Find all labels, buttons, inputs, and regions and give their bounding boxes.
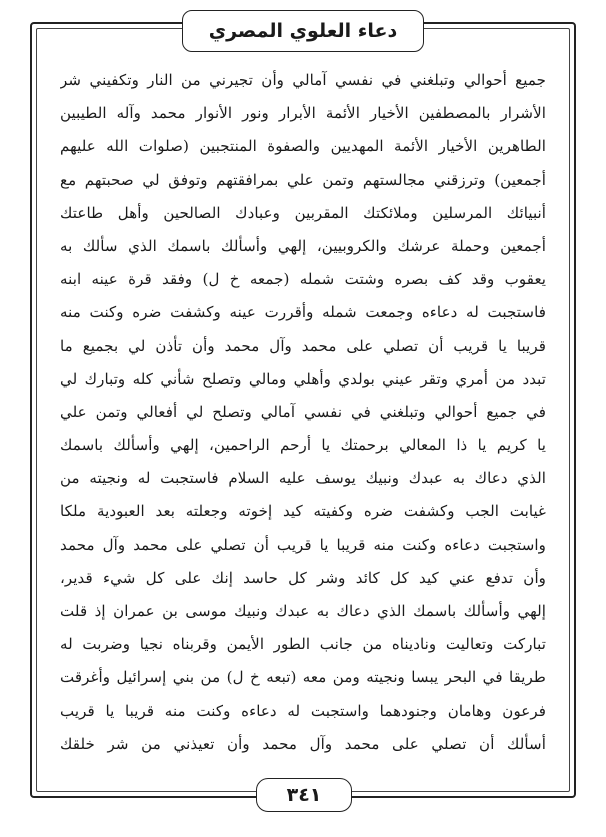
text-line: تبدد من أمري وتقر عيني بولدي وأهلي ومالي وتصلح شأني كله وتبارك لي [60, 369, 546, 388]
text-line: فاستجبت له دعاءه وجمعت شمله وأقررت عينه وكشفت ضره وكنت منه [60, 303, 546, 322]
text-line: تباركت وتعاليت وناديناه من جانب الطور الأيمن وقربناه نجيا وضربت له [60, 635, 546, 654]
page-title: دعاء العلوي المصري [208, 20, 398, 42]
text-line: في جميع أحوالي وتبلغني في نفسي آمالي وتصلح لي أفعالي وتمن علي [60, 402, 546, 421]
text-line: غيابت الجب وكشفت ضره وكفيته كيد إخوته وجعلته بعد العبودية ملكا [60, 502, 546, 521]
text-line: أجمعين) وترزقني مجالستهم وتمن علي بمرافقتهم وتوفق لي صحبتهم مع [60, 170, 546, 189]
text-line: فرعون وهامان وجنودهما واستجبت له دعاءه وكنت منه قريبا يا قريب [60, 701, 546, 720]
text-line: أسألك أن تصلي على محمد وآل محمد وأن تعيذني من شر خلقك [60, 734, 546, 753]
text-line: قريبا يا قريب أن تصلي على محمد وآل محمد وأن تأذن لي بجميع ما [60, 336, 546, 355]
text-line: الأشرار بالمصطفين الأخيار الأئمة الأبرار ونور الأنوار محمد وآله الطيبين [60, 104, 546, 123]
text-line: يا كريم يا ذا المعالي برحمتك يا أرحم الراحمين، إلهي وأسألك باسمك [60, 436, 546, 455]
text-line: يعقوب وقد كف بصره وشتت شمله (جمعه خ ل) وفقد قرة عينه ابنه [60, 270, 546, 289]
page-number-box [256, 778, 352, 812]
page-number: ٣٤١ [286, 784, 322, 806]
text-line: الذي دعاك به عبدك ونبيك يوسف عليه السلام فاستجبت له ونجيته من [60, 469, 546, 488]
text-line: وأن تدفع عني كيد كل كائد وشر كل حاسد إنك على كل شيء قدير، [60, 568, 546, 587]
text-line: الطاهرين الأخيار الأئمة المهديين والصفوة المنتجبين (صلوات الله عليهم [60, 137, 546, 156]
text-line: جميع أحوالي وتبلغني في نفسي آمالي وأن تجيرني من النار وتكفيني شر [60, 71, 546, 89]
text-line: أنبيائك المرسلين وملائكتك المقربين وعبادك الصالحين وأهل طاعتك [60, 203, 546, 222]
text-line: واستجبت دعاءه وكنت منه قريبا يا قريب أن تصلي على محمد وآل محمد [60, 535, 546, 554]
text-line: أجمعين وحملة عرشك والكروبيين، إلهي وأسألك باسمك الذي سألك به [60, 236, 546, 255]
page-header [182, 10, 424, 52]
body-text [60, 64, 546, 761]
text-line: إلهي وأسألك باسمك الذي دعاك به عبدك ونبيك موسى بن عمران إذ قلت [60, 602, 546, 620]
text-line: طريقا في البحر يبسا ونجيته ومن معه (تبعه خ ل) من بني إسرائيل وأغرقت [60, 668, 546, 687]
